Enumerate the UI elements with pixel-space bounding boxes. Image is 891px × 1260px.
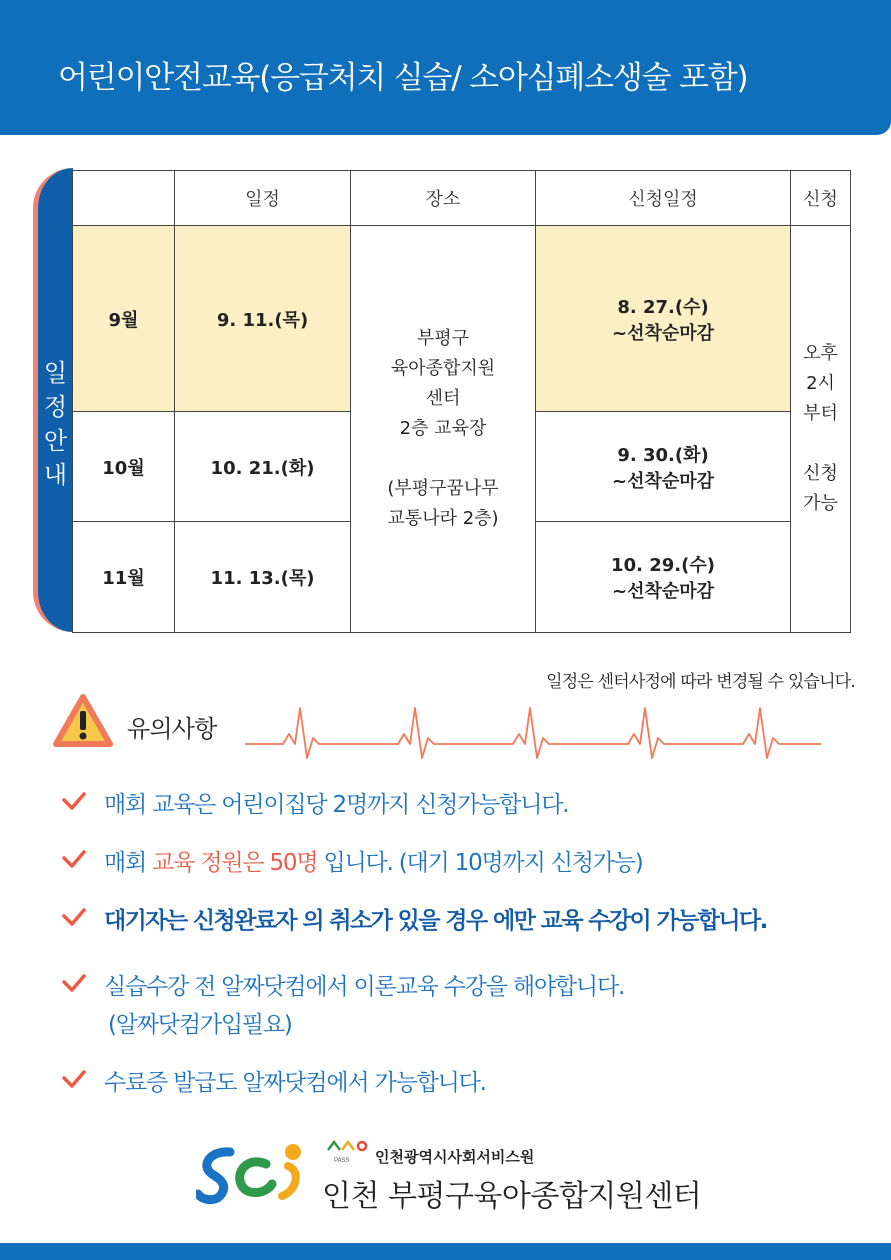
footer-bar [0, 1243, 891, 1260]
apply-date: 8. 27.(수) [617, 296, 709, 318]
header-cell-place: 장소 [351, 171, 536, 226]
apply-period-cell [536, 522, 791, 633]
place-line: (부평구꿈나무 [387, 478, 499, 499]
month-cell: 11월 [73, 522, 175, 633]
apply-time-spacer [791, 429, 850, 459]
month-cell: 9월 [73, 226, 175, 412]
schedule-note: 일정은 센터사정에 따라 변경될 수 있습니다. [546, 672, 855, 692]
date-cell: 9. 11.(목) [175, 226, 351, 412]
date-cell: 10. 21.(화) [175, 412, 351, 522]
apply-date: 9. 30.(화) [617, 444, 709, 466]
header-cell-empty [73, 171, 175, 226]
check-icon [62, 791, 86, 811]
notice-line: (알짜닷컴가입필요) [108, 1012, 292, 1038]
notice-text: 수료증 발급도 알짜닷컴에서 가능합니다. [104, 1070, 486, 1096]
notice-line: 실습수강 전 알짜닷컴에서 이론교육 수강을 해야합니다. [104, 974, 625, 1000]
logo-sub-text: PASS [334, 1158, 350, 1164]
month-cell: 10월 [73, 412, 175, 522]
place-line-spacer [351, 444, 535, 474]
check-icon [62, 849, 86, 869]
org-name-top: 인천광역시사회서비스원 [375, 1148, 535, 1166]
side-tab-char: 내 [43, 461, 68, 489]
place-line: 교통나라 2층) [387, 508, 499, 529]
apply-time-line: 신청 [803, 463, 838, 484]
side-tab-char: 정 [43, 393, 68, 421]
apply-date: 10. 29.(수) [611, 555, 715, 576]
check-icon [62, 1069, 86, 1089]
place-line: 센터 [425, 388, 461, 409]
page-title: 어린이안전교육(응급처치 실습/ 소아심폐소생술 포함) [58, 60, 748, 96]
check-icon [62, 907, 86, 927]
heartbeat-line-icon [245, 700, 823, 762]
apply-period-cell [536, 226, 791, 412]
table-row [73, 226, 851, 412]
side-tab-char: 안 [43, 427, 68, 455]
place-line: 육아종합지원 [390, 358, 496, 379]
apply-note: ~선착순마감 [611, 322, 715, 344]
place-line: 2층 교육장 [399, 418, 487, 439]
schedule-side-tab [33, 168, 73, 632]
apply-period-cell [536, 412, 791, 522]
org-name-bottom: 인천 부평구육아종합지원센터 [322, 1179, 702, 1214]
header-banner [0, 0, 891, 135]
apply-time-line: 부터 [803, 403, 838, 424]
notice-text [104, 969, 624, 1043]
notice-highlight: 교육 정원은 50명 [152, 850, 318, 876]
apply-time-line: 2시 [806, 373, 835, 394]
header-cell-date: 일정 [175, 171, 351, 226]
apply-note: ~선착순마감 [611, 581, 715, 602]
apply-time-line: 가능 [803, 493, 838, 514]
side-tab-char: 일 [43, 359, 68, 387]
side-tab-label [38, 356, 73, 492]
notice-text-pre: 매회 [104, 850, 153, 876]
date-cell: 11. 13.(목) [175, 522, 351, 633]
header-cell-apply: 신청 [791, 171, 851, 226]
notice-text: 대기자는 신청완료자 의 취소가 있을 경우 에만 교육 수강이 가능합니다. [104, 908, 767, 934]
caution-title: 유의사항 [127, 715, 217, 743]
apply-time-cell [791, 226, 851, 633]
schedule-table [72, 170, 851, 633]
notice-text [104, 845, 643, 881]
header-cell-apply-period: 신청일정 [536, 171, 791, 226]
notice-text-post: 입니다. (대기 10명까지 신청가능) [317, 850, 643, 876]
place-cell [351, 226, 536, 633]
table-header-row [73, 171, 851, 226]
apply-time-line: 오후 [803, 343, 838, 364]
check-icon [62, 973, 86, 993]
warning-icon [52, 693, 114, 749]
place-line: 부평구 [416, 328, 470, 349]
notice-text: 매회 교육은 어린이집당 2명까지 신청가능합니다. [104, 792, 569, 818]
apply-note: ~선착순마감 [611, 470, 715, 492]
